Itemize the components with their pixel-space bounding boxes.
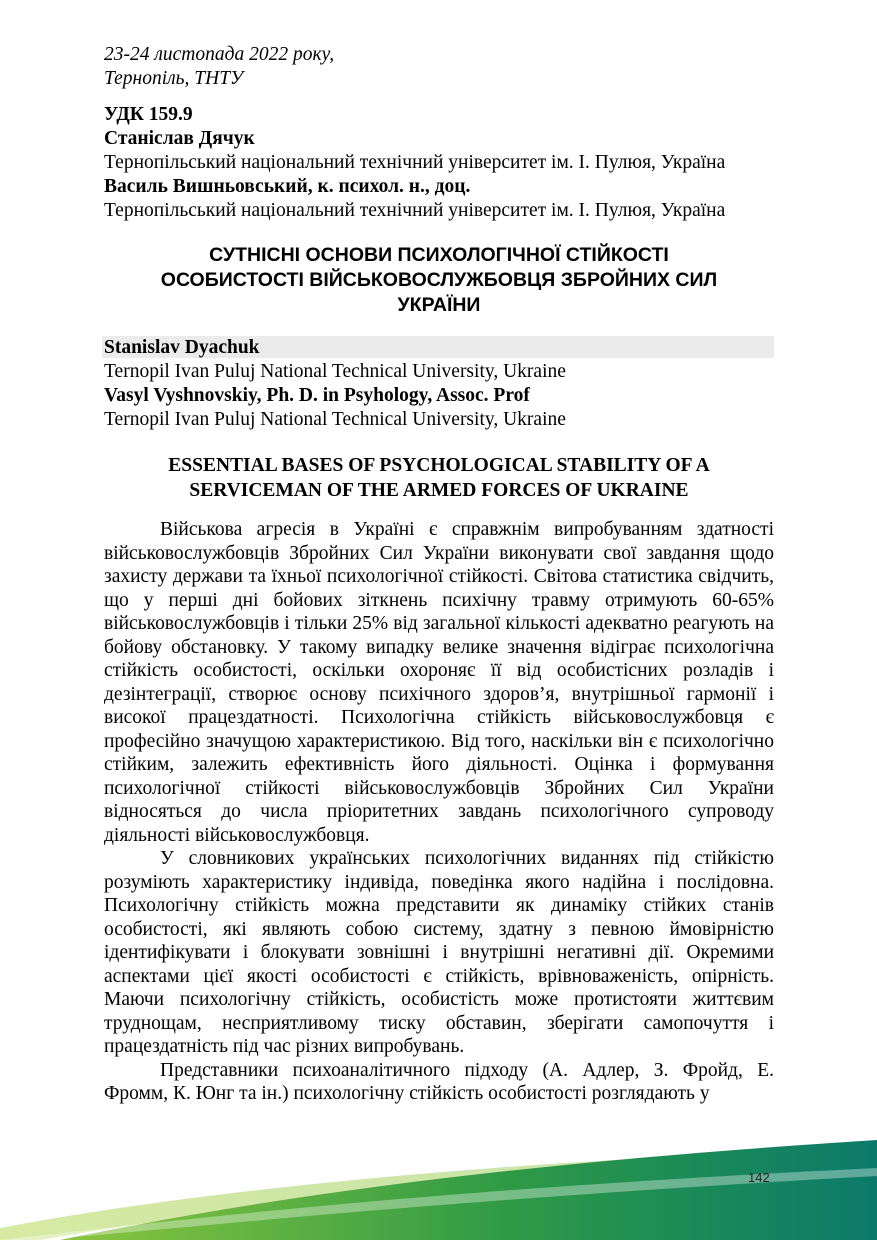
page-number: 142 [748, 1170, 770, 1185]
footer-decoration [0, 1120, 877, 1240]
author1-affiliation-ua: Тернопільський національний технічний університет ім. І. Пулюя, Україна [104, 152, 726, 173]
paragraph: У словникових українських психологічних виданнях під стійкістю розуміють характеристику індивіда, поведінка якого надійна і послідовна. Психологічну стійкість можна представити як динаміку стійких станів особистості, які являють собою систему, здатну з певною ймовірністю ідентифікувати і блокувати зовнішні і внутрішні негативні дії. Окремими аспектами цієї якості особистості є стійкість, врівноваженість, опірність. Маючи психологічну стійкість, особистість може протистояти життєвим труднощам, несприятливому тиску обставин, зберігати самопочуття і працездатність під час різних випробувань. [104, 848, 774, 1057]
conference-header [104, 43, 334, 91]
body-text [104, 518, 774, 1106]
paragraph: Військова агресія в Україні є справжнім випробуванням здатності військовослужбовців Збройних Сил України виконувати свої завдання щодо захисту держави та їхньої психологічної стійкості. Світова статистика свідчить, що у перші дні бойових зіткнень психічну травму отримують 60-65% військовослужбовців і тільки 25% від загальної кількості адекватно реагують на бойову обстановку. У такому випадку велике значення відіграє психологічна стійкість особистості, оскільки охороняє її від особистісних розладів і дезінтеграції, створює основу психічного здоров’я, внутрішньої гармонії і високої працездатності. Психологічна стійкість військовослужбовця є професійно значущою характеристикою. Від того, наскільки він є психологічно стійким, залежить ефективність його діяльності. Оцінка і формування психологічної стійкості військовослужбовців Збройних Сил України відносяться до числа пріоритетних завдань психологічного супроводу діяльності військовослужбовця. [104, 519, 774, 846]
paragraph: Представники психоаналітичного підходу (А. Адлер, З. Фройд, Е. Фромм, К. Юнг та ін.) психологічну стійкість особистості розглядають у [104, 1059, 774, 1104]
author1-name-ua: Станіслав Дячук [104, 128, 255, 149]
author1-affiliation-en: Ternopil Ivan Puluj National Technical University, Ukraine [104, 361, 566, 382]
author1-name-en: Stanislav Dyachuk [104, 337, 260, 358]
title-en-line: ESSENTIAL BASES OF PSYCHOLOGICAL STABILITY OF A [168, 455, 710, 476]
udk-code: УДК 159.9 [104, 104, 193, 125]
author2-name-en: Vasyl Vyshnovskiy, Ph. D. in Psyhology, Assoc. Prof [104, 385, 530, 406]
title-ua [104, 243, 774, 318]
author2-affiliation-en: Ternopil Ivan Puluj National Technical University, Ukraine [104, 409, 566, 430]
conference-place: Тернопіль, ТНТУ [104, 68, 244, 89]
author2-affiliation-ua: Тернопільський національний технічний університет ім. І. Пулюя, Україна [104, 200, 726, 221]
title-ua-line: СУТНІСНІ ОСНОВИ ПСИХОЛОГІЧНОЇ СТІЙКОСТІ [209, 244, 669, 266]
author2-name-ua: Василь Вишньовський, к. психол. н., доц. [104, 176, 471, 197]
title-en [104, 453, 774, 503]
conference-date: 23-24 листопада 2022 року, [104, 44, 335, 65]
title-ua-line: ОСОБИСТОСТІ ВІЙСЬКОВОСЛУЖБОВЦЯ ЗБРОЙНИХ СИЛ [160, 269, 718, 291]
title-en-line: SERVICEMAN OF THE ARMED FORCES OF UKRAINE [189, 480, 689, 501]
title-ua-line: УКРАЇНИ [397, 294, 481, 316]
